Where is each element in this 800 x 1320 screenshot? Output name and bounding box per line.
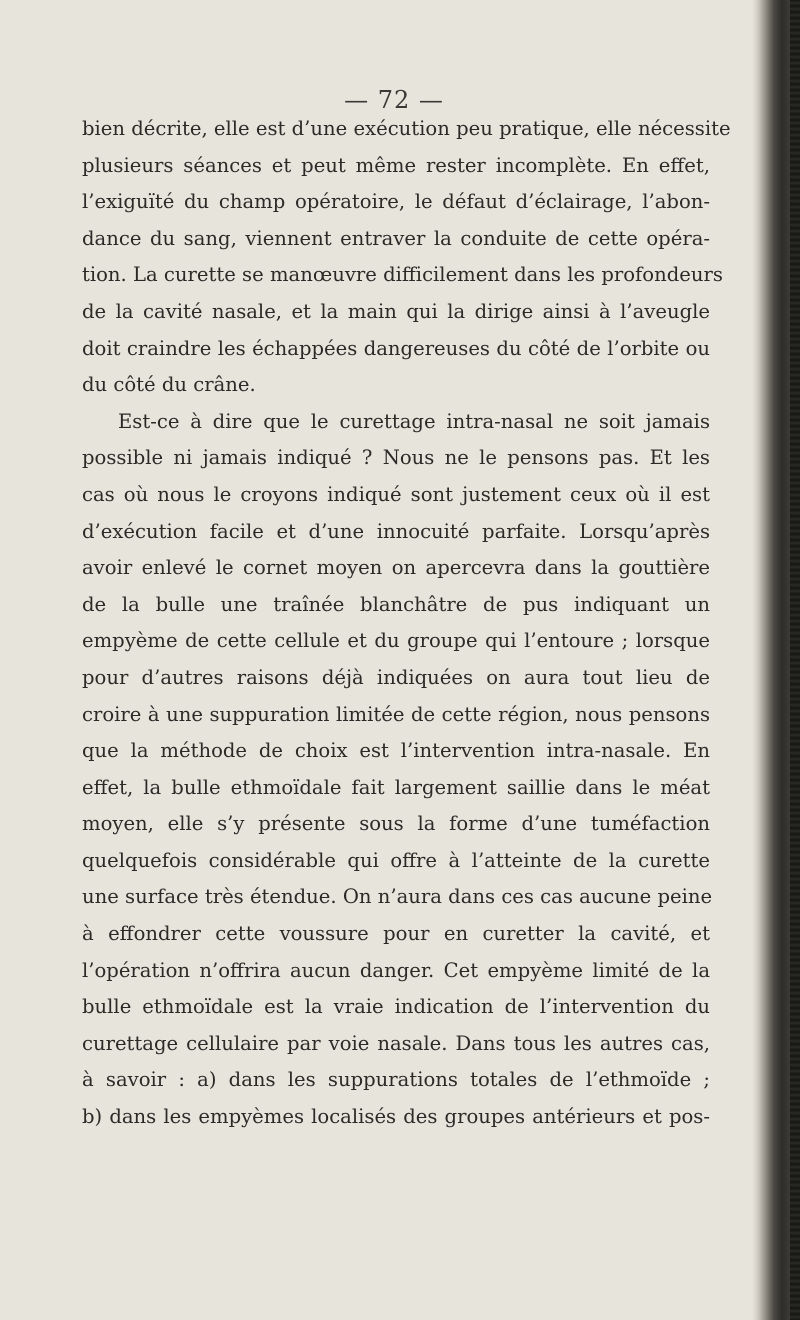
text-line: curettage cellulaire par voie nasale. Dans tous les autres cas, [82, 1031, 710, 1055]
text-line: à effondrer cette voussure pour en curetter la cavité, et [82, 922, 710, 946]
text-line: moyen, elle s’y présente sous la forme d’une tuméfaction [82, 812, 710, 836]
text-line: de la bulle une traînée blanchâtre de pus indiquant un [82, 592, 710, 616]
book-binding-shadow [752, 0, 800, 1320]
text-line: empyème de cette cellule et du groupe qui l’entoure ; lorsque [82, 629, 710, 653]
text-line: d’exécution facile et d’une innocuité parfaite. Lorsqu’après [82, 519, 710, 543]
text-line: que la méthode de choix est l’intervention intra-nasale. En [82, 739, 710, 763]
text-line: effet, la bulle ethmoïdale fait largement saillie dans le méat [82, 775, 710, 799]
text-line: une surface très étendue. On n’aura dans ces cas aucune peine [82, 885, 713, 909]
text-line: pour d’autres raisons déjà indiquées on aura tout lieu de [82, 665, 710, 689]
binding-edge [790, 0, 800, 1320]
text-line: l’opération n’offrira aucun danger. Cet empyème limité de la [82, 958, 710, 982]
text-line: bien décrite, elle est d’une exécution peu pratique, elle nécessite [82, 117, 731, 140]
text-line: b) dans les empyèmes localisés des groupes antérieurs et pos- [82, 1105, 710, 1129]
text-line: de la cavité nasale, et la main qui la dirige ainsi à l’aveugle [82, 299, 710, 323]
text-line: du côté du crâne. [82, 373, 256, 397]
text-line: croire à une suppuration limitée de cette région, nous pensons [82, 702, 710, 726]
text-line: à savoir : a) dans les suppurations totales de l’ethmoïde ; [82, 1068, 710, 1092]
text-line: possible ni jamais indiqué ? Nous ne le pensons pas. Et les [82, 446, 710, 470]
page-number: — 72 — [344, 86, 444, 114]
text-line: cas où nous le croyons indiqué sont justement ceux où il est [82, 482, 710, 506]
text-line: l’exiguïté du champ opératoire, le défaut d’éclairage, l’abon- [82, 190, 710, 214]
text-line: avoir enlevé le cornet moyen on apercevra dans la gouttière [82, 556, 710, 580]
text-line: bulle ethmoïdale est la vraie indication de l’intervention du [82, 995, 710, 1019]
body-text [82, 111, 731, 1136]
text-line: tion. La curette se manœuvre difficilement dans les profondeurs [82, 263, 723, 287]
text-line: quelquefois considérable qui offre à l’atteinte de la curette [82, 848, 710, 872]
text-line: doit craindre les échappées dangereuses du côté de l’orbite ou [82, 336, 710, 360]
text-line: plusieurs séances et peut même rester incomplète. En effet, [82, 153, 710, 177]
text-line: dance du sang, viennent entraver la conduite de cette opéra- [82, 226, 710, 250]
text-line: Est-ce à dire que le curettage intra-nasal ne soit jamais [118, 409, 710, 433]
